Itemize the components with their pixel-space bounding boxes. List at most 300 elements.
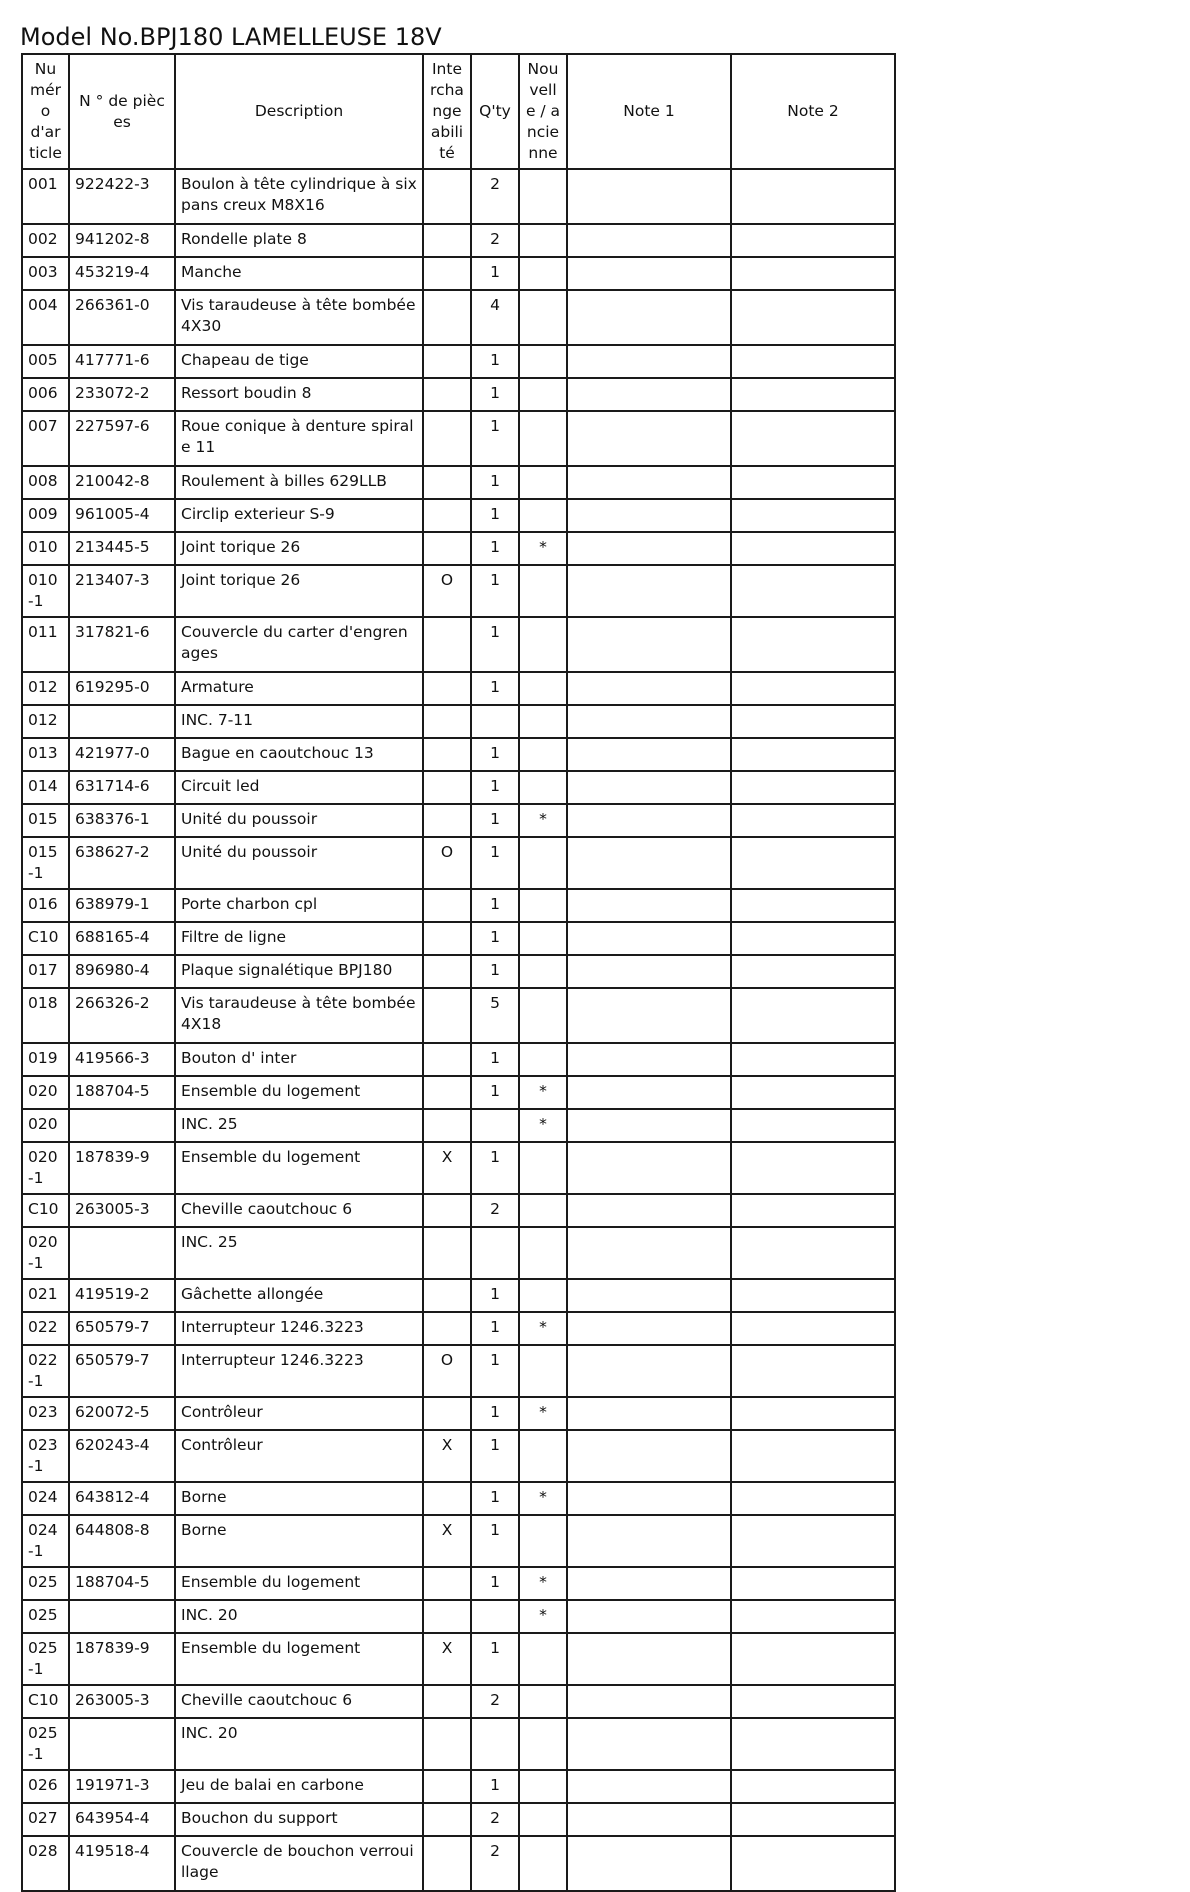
cell-item-number: 025-1 xyxy=(22,1718,69,1770)
table-row xyxy=(22,1227,895,1279)
cell-item-number: 006 xyxy=(22,378,69,411)
cell-description: Manche xyxy=(175,257,423,290)
cell-item-number: 002 xyxy=(22,224,69,257)
cell-item-number: 027 xyxy=(22,1803,69,1836)
table-row xyxy=(22,1076,895,1109)
cell-quantity: 1 xyxy=(471,466,519,499)
cell-interchangeability xyxy=(423,378,471,411)
cell-interchangeability xyxy=(423,345,471,378)
table-row xyxy=(22,1142,895,1194)
cell-quantity: 1 xyxy=(471,1430,519,1482)
table-row xyxy=(22,1279,895,1312)
cell-note-2 xyxy=(731,1312,895,1345)
cell-quantity: 1 xyxy=(471,1770,519,1803)
cell-new-old xyxy=(519,1430,567,1482)
cell-note-1 xyxy=(567,224,731,257)
cell-interchangeability xyxy=(423,672,471,705)
cell-interchangeability xyxy=(423,1194,471,1227)
table-row xyxy=(22,705,895,738)
cell-interchangeability xyxy=(423,1076,471,1109)
cell-interchangeability: O xyxy=(423,837,471,889)
cell-interchangeability xyxy=(423,1685,471,1718)
cell-description: Jeu de balai en carbone xyxy=(175,1770,423,1803)
cell-new-old xyxy=(519,565,567,617)
cell-note-1 xyxy=(567,804,731,837)
cell-item-number: 001 xyxy=(22,169,69,224)
table-row xyxy=(22,499,895,532)
cell-quantity: 1 xyxy=(471,922,519,955)
cell-part-number: 638979-1 xyxy=(69,889,175,922)
cell-part-number: 213445-5 xyxy=(69,532,175,565)
cell-quantity: 1 xyxy=(471,1142,519,1194)
table-row xyxy=(22,169,895,224)
cell-new-old xyxy=(519,1043,567,1076)
cell-note-2 xyxy=(731,169,895,224)
cell-description: Interrupteur 1246.3223 xyxy=(175,1345,423,1397)
cell-quantity: 4 xyxy=(471,290,519,345)
cell-quantity: 1 xyxy=(471,837,519,889)
cell-note-2 xyxy=(731,565,895,617)
cell-note-1 xyxy=(567,1194,731,1227)
cell-description: Interrupteur 1246.3223 xyxy=(175,1312,423,1345)
cell-new-old xyxy=(519,1345,567,1397)
cell-quantity: 1 xyxy=(471,345,519,378)
cell-note-1 xyxy=(567,1482,731,1515)
cell-interchangeability: X xyxy=(423,1633,471,1685)
parts-table xyxy=(21,53,896,1892)
cell-note-1 xyxy=(567,1633,731,1685)
cell-interchangeability xyxy=(423,411,471,466)
cell-description: Boulon à tête cylindrique à six pans creux M8X16 xyxy=(175,169,423,224)
cell-new-old xyxy=(519,771,567,804)
cell-part-number: 187839-9 xyxy=(69,1633,175,1685)
cell-item-number: 013 xyxy=(22,738,69,771)
cell-interchangeability xyxy=(423,617,471,672)
cell-item-number: 022-1 xyxy=(22,1345,69,1397)
cell-new-old xyxy=(519,1194,567,1227)
cell-quantity: 1 xyxy=(471,672,519,705)
cell-item-number: 016 xyxy=(22,889,69,922)
table-row xyxy=(22,1718,895,1770)
cell-note-1 xyxy=(567,345,731,378)
cell-interchangeability: X xyxy=(423,1515,471,1567)
cell-part-number: 227597-6 xyxy=(69,411,175,466)
cell-quantity: 1 xyxy=(471,771,519,804)
cell-note-2 xyxy=(731,889,895,922)
cell-interchangeability xyxy=(423,1718,471,1770)
cell-quantity: 2 xyxy=(471,1685,519,1718)
cell-description: Rondelle plate 8 xyxy=(175,224,423,257)
table-row xyxy=(22,224,895,257)
cell-description: Joint torique 26 xyxy=(175,565,423,617)
cell-interchangeability: O xyxy=(423,565,471,617)
cell-interchangeability xyxy=(423,169,471,224)
cell-item-number: 022 xyxy=(22,1312,69,1345)
cell-new-old xyxy=(519,257,567,290)
cell-note-1 xyxy=(567,1515,731,1567)
cell-new-old xyxy=(519,705,567,738)
table-row xyxy=(22,837,895,889)
cell-item-number: 023-1 xyxy=(22,1430,69,1482)
table-row xyxy=(22,378,895,411)
table-row xyxy=(22,1567,895,1600)
cell-interchangeability xyxy=(423,1836,471,1891)
cell-note-2 xyxy=(731,771,895,804)
cell-note-1 xyxy=(567,466,731,499)
cell-note-1 xyxy=(567,837,731,889)
cell-note-1 xyxy=(567,1718,731,1770)
cell-note-1 xyxy=(567,1076,731,1109)
cell-part-number: 620243-4 xyxy=(69,1430,175,1482)
cell-note-2 xyxy=(731,1836,895,1891)
cell-item-number: 020-1 xyxy=(22,1227,69,1279)
cell-interchangeability xyxy=(423,1567,471,1600)
cell-quantity: 1 xyxy=(471,565,519,617)
cell-quantity: 1 xyxy=(471,1279,519,1312)
cell-part-number: 922422-3 xyxy=(69,169,175,224)
table-row xyxy=(22,1109,895,1142)
cell-note-1 xyxy=(567,257,731,290)
cell-quantity: 1 xyxy=(471,617,519,672)
cell-quantity: 1 xyxy=(471,1633,519,1685)
cell-quantity: 1 xyxy=(471,889,519,922)
cell-interchangeability xyxy=(423,804,471,837)
cell-quantity: 1 xyxy=(471,1515,519,1567)
cell-quantity: 1 xyxy=(471,804,519,837)
cell-interchangeability xyxy=(423,466,471,499)
cell-note-2 xyxy=(731,1770,895,1803)
cell-new-old xyxy=(519,1142,567,1194)
table-row xyxy=(22,1345,895,1397)
cell-new-old xyxy=(519,378,567,411)
cell-interchangeability xyxy=(423,771,471,804)
cell-note-2 xyxy=(731,1567,895,1600)
cell-item-number: C10 xyxy=(22,922,69,955)
cell-interchangeability xyxy=(423,1397,471,1430)
table-row xyxy=(22,617,895,672)
cell-note-2 xyxy=(731,1142,895,1194)
cell-interchangeability: X xyxy=(423,1430,471,1482)
cell-new-old xyxy=(519,1803,567,1836)
cell-item-number: 004 xyxy=(22,290,69,345)
cell-new-old xyxy=(519,499,567,532)
cell-description: INC. 20 xyxy=(175,1600,423,1633)
cell-part-number: 644808-8 xyxy=(69,1515,175,1567)
table-row xyxy=(22,1515,895,1567)
header-interchangeability: Interchangeabilité xyxy=(423,54,471,169)
cell-item-number: 026 xyxy=(22,1770,69,1803)
cell-note-2 xyxy=(731,1430,895,1482)
cell-part-number: 620072-5 xyxy=(69,1397,175,1430)
table-row xyxy=(22,1600,895,1633)
cell-note-2 xyxy=(731,1482,895,1515)
cell-interchangeability xyxy=(423,988,471,1043)
cell-quantity: 1 xyxy=(471,378,519,411)
cell-description: Vis taraudeuse à tête bombée 4X30 xyxy=(175,290,423,345)
cell-note-2 xyxy=(731,1685,895,1718)
cell-note-2 xyxy=(731,224,895,257)
cell-item-number: 008 xyxy=(22,466,69,499)
cell-item-number: 021 xyxy=(22,1279,69,1312)
cell-new-old xyxy=(519,1227,567,1279)
cell-note-2 xyxy=(731,705,895,738)
cell-note-1 xyxy=(567,1770,731,1803)
cell-item-number: 015 xyxy=(22,804,69,837)
cell-quantity: 1 xyxy=(471,257,519,290)
cell-note-1 xyxy=(567,378,731,411)
cell-part-number: 650579-7 xyxy=(69,1345,175,1397)
table-row xyxy=(22,1770,895,1803)
cell-interchangeability xyxy=(423,955,471,988)
cell-part-number: 417771-6 xyxy=(69,345,175,378)
cell-new-old: * xyxy=(519,1600,567,1633)
cell-note-1 xyxy=(567,617,731,672)
table-row xyxy=(22,1836,895,1891)
cell-quantity: 2 xyxy=(471,224,519,257)
cell-quantity: 1 xyxy=(471,738,519,771)
cell-part-number: 961005-4 xyxy=(69,499,175,532)
cell-interchangeability xyxy=(423,224,471,257)
header-note-1: Note 1 xyxy=(567,54,731,169)
cell-item-number: 020 xyxy=(22,1109,69,1142)
table-row xyxy=(22,257,895,290)
cell-description: Chapeau de tige xyxy=(175,345,423,378)
cell-quantity: 1 xyxy=(471,532,519,565)
cell-item-number: 009 xyxy=(22,499,69,532)
cell-interchangeability xyxy=(423,1109,471,1142)
cell-part-number: 896980-4 xyxy=(69,955,175,988)
cell-part-number xyxy=(69,1600,175,1633)
cell-note-1 xyxy=(567,1567,731,1600)
cell-interchangeability xyxy=(423,1803,471,1836)
cell-note-1 xyxy=(567,1312,731,1345)
cell-new-old: * xyxy=(519,1312,567,1345)
cell-interchangeability xyxy=(423,889,471,922)
table-row xyxy=(22,988,895,1043)
cell-quantity: 5 xyxy=(471,988,519,1043)
cell-description: INC. 25 xyxy=(175,1227,423,1279)
cell-quantity: 1 xyxy=(471,1567,519,1600)
table-row xyxy=(22,804,895,837)
cell-description: Roue conique à denture spirale 11 xyxy=(175,411,423,466)
cell-note-1 xyxy=(567,499,731,532)
cell-quantity: 2 xyxy=(471,169,519,224)
table-row xyxy=(22,565,895,617)
cell-quantity: 1 xyxy=(471,1043,519,1076)
cell-part-number: 643954-4 xyxy=(69,1803,175,1836)
cell-new-old: * xyxy=(519,1397,567,1430)
cell-quantity: 1 xyxy=(471,1482,519,1515)
cell-part-number: 688165-4 xyxy=(69,922,175,955)
cell-new-old xyxy=(519,837,567,889)
cell-description: INC. 7-11 xyxy=(175,705,423,738)
cell-part-number: 266326-2 xyxy=(69,988,175,1043)
cell-description: Ensemble du logement xyxy=(175,1076,423,1109)
table-row xyxy=(22,1633,895,1685)
cell-part-number: 191971-3 xyxy=(69,1770,175,1803)
cell-description: Circlip exterieur S-9 xyxy=(175,499,423,532)
cell-note-1 xyxy=(567,988,731,1043)
cell-note-2 xyxy=(731,257,895,290)
cell-quantity xyxy=(471,1227,519,1279)
header-item-number: Numéro d'article xyxy=(22,54,69,169)
table-row xyxy=(22,1430,895,1482)
cell-note-1 xyxy=(567,1109,731,1142)
cell-new-old xyxy=(519,411,567,466)
cell-new-old: * xyxy=(519,532,567,565)
cell-note-1 xyxy=(567,1836,731,1891)
cell-part-number: 643812-4 xyxy=(69,1482,175,1515)
cell-interchangeability xyxy=(423,1600,471,1633)
cell-note-1 xyxy=(567,771,731,804)
cell-note-1 xyxy=(567,955,731,988)
cell-description: Plaque signalétique BPJ180 xyxy=(175,955,423,988)
cell-quantity: 1 xyxy=(471,1076,519,1109)
cell-description: Contrôleur xyxy=(175,1430,423,1482)
cell-item-number: 003 xyxy=(22,257,69,290)
cell-note-1 xyxy=(567,1430,731,1482)
cell-interchangeability xyxy=(423,705,471,738)
cell-description: Roulement à billes 629LLB xyxy=(175,466,423,499)
cell-description: Armature xyxy=(175,672,423,705)
table-row xyxy=(22,1685,895,1718)
cell-item-number: 024-1 xyxy=(22,1515,69,1567)
table-row xyxy=(22,738,895,771)
cell-description: Bague en caoutchouc 13 xyxy=(175,738,423,771)
cell-note-1 xyxy=(567,1685,731,1718)
cell-note-2 xyxy=(731,1345,895,1397)
cell-quantity: 1 xyxy=(471,1312,519,1345)
cell-new-old xyxy=(519,1279,567,1312)
cell-note-2 xyxy=(731,1803,895,1836)
cell-new-old: * xyxy=(519,1567,567,1600)
cell-item-number: 012 xyxy=(22,705,69,738)
cell-part-number xyxy=(69,705,175,738)
page-title: Model No.BPJ180 LAMELLEUSE 18V xyxy=(20,23,442,51)
cell-part-number xyxy=(69,1718,175,1770)
table-row xyxy=(22,922,895,955)
cell-new-old xyxy=(519,466,567,499)
cell-note-2 xyxy=(731,499,895,532)
cell-description: Cheville caoutchouc 6 xyxy=(175,1685,423,1718)
cell-item-number: C10 xyxy=(22,1194,69,1227)
cell-note-2 xyxy=(731,345,895,378)
cell-part-number: 419566-3 xyxy=(69,1043,175,1076)
table-row xyxy=(22,672,895,705)
cell-item-number: C10 xyxy=(22,1685,69,1718)
cell-description: Borne xyxy=(175,1515,423,1567)
cell-new-old xyxy=(519,617,567,672)
cell-description: Gâchette allongée xyxy=(175,1279,423,1312)
table-row xyxy=(22,771,895,804)
cell-description: Ensemble du logement xyxy=(175,1567,423,1600)
cell-note-1 xyxy=(567,672,731,705)
cell-quantity: 1 xyxy=(471,411,519,466)
cell-interchangeability xyxy=(423,1770,471,1803)
cell-part-number xyxy=(69,1109,175,1142)
cell-description: Circuit led xyxy=(175,771,423,804)
cell-note-2 xyxy=(731,988,895,1043)
cell-part-number: 941202-8 xyxy=(69,224,175,257)
cell-new-old xyxy=(519,1515,567,1567)
cell-interchangeability: O xyxy=(423,1345,471,1397)
cell-new-old xyxy=(519,169,567,224)
cell-note-1 xyxy=(567,1397,731,1430)
table-row xyxy=(22,290,895,345)
cell-note-1 xyxy=(567,705,731,738)
cell-interchangeability xyxy=(423,1312,471,1345)
cell-description: Bouchon du support xyxy=(175,1803,423,1836)
cell-note-1 xyxy=(567,1227,731,1279)
cell-quantity xyxy=(471,1718,519,1770)
cell-part-number: 188704-5 xyxy=(69,1076,175,1109)
cell-part-number: 188704-5 xyxy=(69,1567,175,1600)
table-row xyxy=(22,345,895,378)
cell-description: INC. 20 xyxy=(175,1718,423,1770)
cell-item-number: 005 xyxy=(22,345,69,378)
cell-item-number: 010 xyxy=(22,532,69,565)
cell-quantity: 2 xyxy=(471,1803,519,1836)
cell-new-old xyxy=(519,1770,567,1803)
header-description: Description xyxy=(175,54,423,169)
cell-part-number: 631714-6 xyxy=(69,771,175,804)
cell-interchangeability xyxy=(423,922,471,955)
cell-note-2 xyxy=(731,837,895,889)
cell-part-number: 650579-7 xyxy=(69,1312,175,1345)
header-new-old: Nouvelle / ancienne xyxy=(519,54,567,169)
cell-item-number: 017 xyxy=(22,955,69,988)
cell-item-number: 015-1 xyxy=(22,837,69,889)
cell-part-number xyxy=(69,1227,175,1279)
header-quantity: Q'ty xyxy=(471,54,519,169)
cell-part-number: 453219-4 xyxy=(69,257,175,290)
table-row xyxy=(22,1397,895,1430)
cell-note-2 xyxy=(731,922,895,955)
cell-part-number: 619295-0 xyxy=(69,672,175,705)
cell-part-number: 233072-2 xyxy=(69,378,175,411)
cell-note-2 xyxy=(731,466,895,499)
cell-item-number: 020 xyxy=(22,1076,69,1109)
cell-new-old xyxy=(519,889,567,922)
cell-part-number: 638627-2 xyxy=(69,837,175,889)
cell-note-1 xyxy=(567,922,731,955)
cell-description: Borne xyxy=(175,1482,423,1515)
cell-description: Ressort boudin 8 xyxy=(175,378,423,411)
cell-quantity xyxy=(471,705,519,738)
table-row xyxy=(22,411,895,466)
cell-new-old xyxy=(519,1685,567,1718)
cell-note-1 xyxy=(567,1142,731,1194)
cell-description: Ensemble du logement xyxy=(175,1633,423,1685)
cell-part-number: 419519-2 xyxy=(69,1279,175,1312)
cell-note-2 xyxy=(731,1076,895,1109)
cell-description: Contrôleur xyxy=(175,1397,423,1430)
cell-note-2 xyxy=(731,1279,895,1312)
cell-quantity: 2 xyxy=(471,1194,519,1227)
table-row xyxy=(22,532,895,565)
cell-description: Unité du poussoir xyxy=(175,837,423,889)
cell-note-2 xyxy=(731,1397,895,1430)
table-row xyxy=(22,1803,895,1836)
cell-description: Unité du poussoir xyxy=(175,804,423,837)
cell-description: Joint torique 26 xyxy=(175,532,423,565)
cell-quantity: 1 xyxy=(471,1345,519,1397)
cell-description: Cheville caoutchouc 6 xyxy=(175,1194,423,1227)
cell-quantity xyxy=(471,1109,519,1142)
cell-interchangeability xyxy=(423,257,471,290)
cell-description: Couvercle du carter d'engrenages xyxy=(175,617,423,672)
cell-interchangeability xyxy=(423,1043,471,1076)
